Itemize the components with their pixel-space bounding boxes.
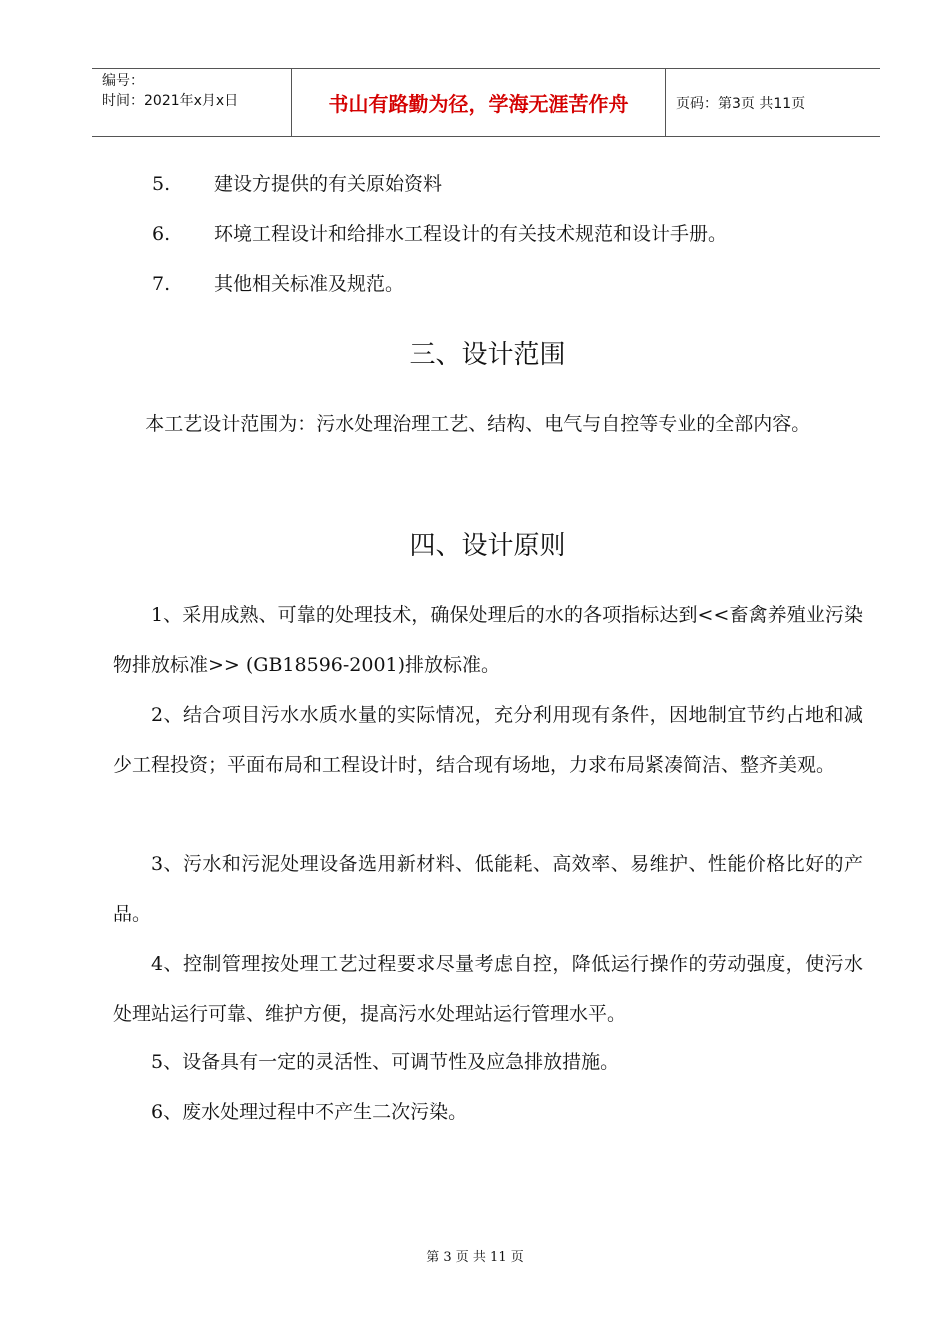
list-item-text: 环境工程设计和给排水工程设计的有关技术规范和设计手册。 (214, 223, 728, 245)
principle-item: 6、废水处理过程中不产生二次污染。 (151, 1101, 468, 1123)
header-motto: 书山有路勤为径，学海无涯苦作舟 (292, 69, 666, 136)
section3-title: 三、设计范围 (409, 340, 566, 370)
header-page-info: 页码：第3页 共11页 (676, 95, 806, 112)
date-label: 时间：2021年x月x日 (102, 93, 239, 109)
list-item-number: 7. (152, 273, 171, 295)
principle-item: 1、采用成熟、可靠的处理技术，确保处理后的水的各项指标达到<<畜禽养殖业污染物排放标准>> (GB18596-2001)排放标准。 (113, 604, 863, 676)
page-footer: 第 3 页 共 11 页 (426, 1250, 524, 1265)
list-item-text: 其他相关标准及规范。 (214, 273, 405, 295)
page-header (92, 68, 880, 137)
principle-item: 4、控制管理按处理工艺过程要求尽量考虑自控，降低运行操作的劳动强度，使污水处理站运行可靠、维护方便，提高污水处理站运行管理水平。 (113, 953, 863, 1025)
list-item-number: 5. (152, 173, 171, 195)
principle-item: 3、污水和污泥处理设备选用新材料、低能耗、高效率、易维护、性能价格比好的产品。 (113, 853, 863, 925)
serial-label: 编号： (102, 73, 144, 89)
header-meta (92, 69, 292, 136)
principle-item: 5、设备具有一定的灵活性、可调节性及应急排放措施。 (151, 1051, 620, 1073)
principle-item: 2、结合项目污水水质水量的实际情况，充分利用现有条件，因地制宜节约占地和减少工程投资；平面布局和工程设计时，结合现有场地，力求布局紧凑简洁、整齐美观。 (113, 704, 863, 776)
list-item (152, 221, 727, 247)
list-item-text: 建设方提供的有关原始资料 (214, 173, 443, 195)
section3-body: 本工艺设计范围为：污水处理治理工艺、结构、电气与自控等专业的全部内容。 (145, 413, 811, 435)
list-item-number: 6. (152, 223, 171, 245)
list-item (152, 271, 404, 297)
list-item (152, 171, 442, 197)
section4-title: 四、设计原则 (409, 531, 566, 561)
